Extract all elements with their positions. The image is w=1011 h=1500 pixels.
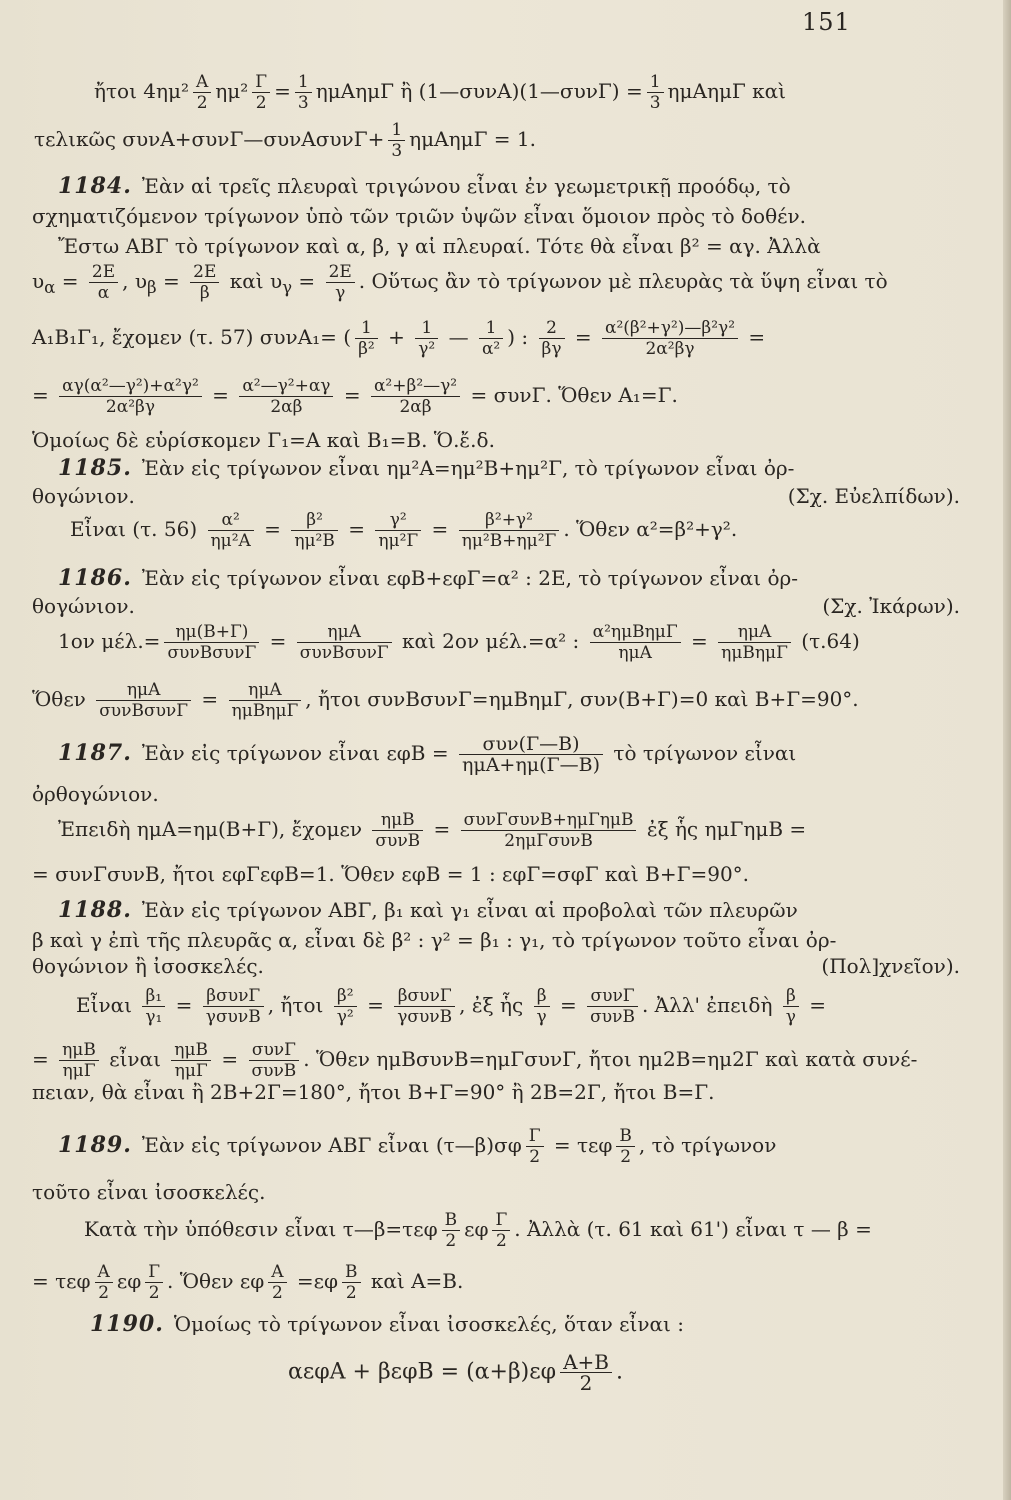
text-line: Ἔστω ΑΒΓ τὸ τρίγωνον καὶ α, β, γ αἱ πλευραί. Τότε θὰ εἶναι β² = αγ. Ἀλλὰ	[58, 234, 821, 258]
formula-line: αεφA + βεφB = (α+β)εφ $\frac{A+B}{2}$ .	[288, 1350, 623, 1395]
problem-1189-heading: 1189. Ἐὰν εἰς τρίγωνον ΑΒΓ εἶναι (τ—β)σφ $\frac{\Gamma}{2}$ = τεφ $\frac{B}{2}$ , τὸ τρίγωνον	[58, 1126, 777, 1167]
text-line: πειαν, θὰ εἶναι ἢ 2B+2Γ=180°, ἤτοι B+Γ=90° ἢ 2B=2Γ, ἤτοι B=Γ.	[32, 1080, 715, 1104]
source-label: (Σχ. Εὐελπίδων).	[787, 484, 960, 508]
text-line: = $\frac{\text{αγ(α²—γ²)+α²γ²}}{\text{2α²βγ}}$ = $\frac{\text{α²—γ²+αγ}}{2\alpha\beta}$ = $\frac{\text{α²+β²—γ²}}{2\alpha\beta}$ = συνΓ. Ὅθεν A₁=Γ.	[32, 376, 678, 417]
text-line: Εἶναι $\frac{\text{β₁}}{\text{γ₁}}$ = $\frac{\text{βσυνΓ}}{\text{γσυνB}}$ , ἤτοι $\frac{\text{β²}}{\text{γ²}}$ = $\frac{\text{βσυνΓ}}{\text{γσυνB}}$ , ἐξ ἧς $\frac{\beta}{\gamma}$ = $\frac{\text{συνΓ}}{\text{συνB}}$ . Ἀλλ' ἐπειδὴ $\frac{\beta}{\gamma}$ =	[76, 986, 827, 1027]
source-label: (Πολ]χνεῖον).	[821, 954, 960, 978]
text-line: τελικῶς συνA+συνΓ—συνAσυνΓ+ $\frac{1}{3}$ ημAημΓ = 1.	[34, 120, 537, 161]
text-line: Ὁμοίως δὲ εὑρίσκομεν Γ₁=A καὶ B₁=B. Ὅ.ἔ.δ.	[32, 428, 495, 452]
problem-1184-heading: 1184. Ἐὰν αἱ τρεῖς πλευραὶ τριγώνου εἶναι ἐν γεωμετρικῇ προόδῳ, τὸ	[58, 173, 791, 199]
source-label: (Σχ. Ἰκάρων).	[822, 594, 960, 618]
problem-1188-heading: 1188. Ἐὰν εἰς τρίγωνον ΑΒΓ, β₁ καὶ γ₁ εἶναι αἱ προβολαὶ τῶν πλευρῶν	[58, 897, 798, 923]
text-line: Εἶναι (τ. 56) $\frac{\text{α²}}{\text{ημ²A}}$ = $\frac{\text{β²}}{\text{ημ²B}}$ = $\frac{\text{γ²}}{\text{ημ²Γ}}$ = $\frac{\text{β²+γ²}}{\text{ημ²B+ημ²Γ}}$ . Ὅθεν α²=β²+γ².	[70, 510, 738, 551]
text-line: θογώνιον. (Σχ. Εὐελπίδων).	[32, 484, 960, 508]
page-binding-edge	[1003, 0, 1011, 1500]
text-line: 1ον μέλ.= $\frac{\eta\mu(B+\Gamma)}{\text{συνBσυνΓ}}$ = $\frac{\text{ημA}}{\text{συνBσυνΓ}}$ καὶ 2ον μέλ.=α² : $\frac{\text{α²ημBημΓ}}{\text{ημA}}$ = $\frac{\text{ημA}}{\text{ημBημΓ}}$ (τ.64)	[58, 622, 860, 663]
text-line: = συνΓσυνB, ἤτοι εφΓεφB=1. Ὅθεν εφB = 1 : εφΓ=σφΓ καὶ B+Γ=90°.	[32, 862, 750, 886]
problem-1185-heading: 1185. Ἐὰν εἰς τρίγωνον εἶναι ημ²A=ημ²B+ημ²Γ, τὸ τρίγωνον εἶναι ὀρ-	[58, 455, 795, 481]
text-line: = τεφ $\frac{A}{2}$ εφ $\frac{\Gamma}{2}$ . Ὅθεν εφ $\frac{A}{2}$ =εφ $\frac{B}{2}$ καὶ A=B.	[32, 1262, 464, 1303]
text-line: = $\frac{\text{ημB}}{\text{ημΓ}}$ εἶναι $\frac{\text{ημB}}{\text{ημΓ}}$ = $\frac{\text{συνΓ}}{\text{συνB}}$ . Ὅθεν ημBσυνB=ημΓσυνΓ, ἤτοι ημ2B=ημ2Γ καὶ κατὰ συνέ-	[32, 1040, 918, 1081]
text-line: θογώνιον ἢ ἰσοσκελές. (Πολ]χνεῖον).	[32, 954, 960, 978]
text-line: A₁B₁Γ₁, ἔχομεν (τ. 57) συνA₁= ( $\frac{1}{\text{β²}}$ + $\frac{1}{\text{γ²}}$ — $\frac{1}{\text{α²}}$ ) : $\frac{2}{\beta\gamma}$ = $\frac{\text{α²(β²+γ²)—β²γ²}}{\text{2α²βγ}}$ =	[32, 318, 766, 359]
text-line: θογώνιον. (Σχ. Ἰκάρων).	[32, 594, 960, 618]
text-line: $\upsilon_\alpha$ = $\frac{2E}{\alpha}$ , $\upsilon_\beta$ = $\frac{2E}{\beta}$ καὶ $\upsilon_\gamma$ = $\frac{2E}{\gamma}$ . Οὕτως ἂν τὸ τρίγωνον μὲ πλευρὰς τὰ ὕψη εἶναι τὸ	[32, 262, 888, 303]
text-line: ἤτοι 4ημ² $\frac{A}{2}$ ημ² $\frac{\Gamma}{2}$ = $\frac{1}{3}$ ημAημΓ ἢ (1—συνA)(1—συνΓ) = $\frac{1}{3}$ ημAημΓ καὶ	[94, 72, 787, 113]
text-line: σχηματιζόμενον τρίγωνον ὑπὸ τῶν τριῶν ὑψῶν εἶναι ὅμοιον πρὸς τὸ δοθέν.	[32, 204, 807, 228]
text-line: τοῦτο εἶναι ἰσοσκελές.	[32, 1180, 266, 1204]
problem-1190-heading: 1190. Ὁμοίως τὸ τρίγωνον εἶναι ἰσοσκελές, ὅταν εἶναι :	[90, 1311, 684, 1337]
text-line: Κατὰ τὴν ὑπόθεσιν εἶναι τ—β=τεφ $\frac{B}{2}$ εφ $\frac{\Gamma}{2}$ . Ἀλλὰ (τ. 61 καὶ 61') εἶναι τ — β =	[84, 1210, 872, 1251]
problem-1187-heading: 1187. Ἐὰν εἰς τρίγωνον εἶναι εφB = $\frac{\text{συν(Γ—B)}}{\text{ημA+ημ(Γ—B)}}$ τὸ τρίγωνον εἶναι	[58, 733, 797, 776]
problem-1186-heading: 1186. Ἐὰν εἰς τρίγωνον εἶναι εφB+εφΓ=α² : 2E, τὸ τρίγωνον εἶναι ὀρ-	[58, 565, 799, 591]
text-line: ὀρθογώνιον.	[32, 782, 159, 806]
text-line: Ὅθεν $\frac{\text{ημA}}{\text{συνBσυνΓ}}$ = $\frac{\text{ημA}}{\text{ημBημΓ}}$ , ἤτοι συνBσυνΓ=ημBημΓ, συν(B+Γ)=0 καὶ B+Γ=90°.	[32, 680, 859, 721]
text-line: Ἐπειδὴ ημA=ημ(B+Γ), ἔχομεν $\frac{\text{ημB}}{\text{συνB}}$ = $\frac{\text{συνΓσυνB+ημΓημB}}{\text{2ημΓσυνB}}$ ἐξ ἧς ημΓημB =	[58, 810, 807, 851]
text-line: β καὶ γ ἐπὶ τῆς πλευρᾶς α, εἶναι δὲ β² : γ² = β₁ : γ₁, τὸ τρίγωνον τοῦτο εἶναι ὀρ-	[32, 928, 837, 952]
page-number: 151	[802, 8, 851, 36]
